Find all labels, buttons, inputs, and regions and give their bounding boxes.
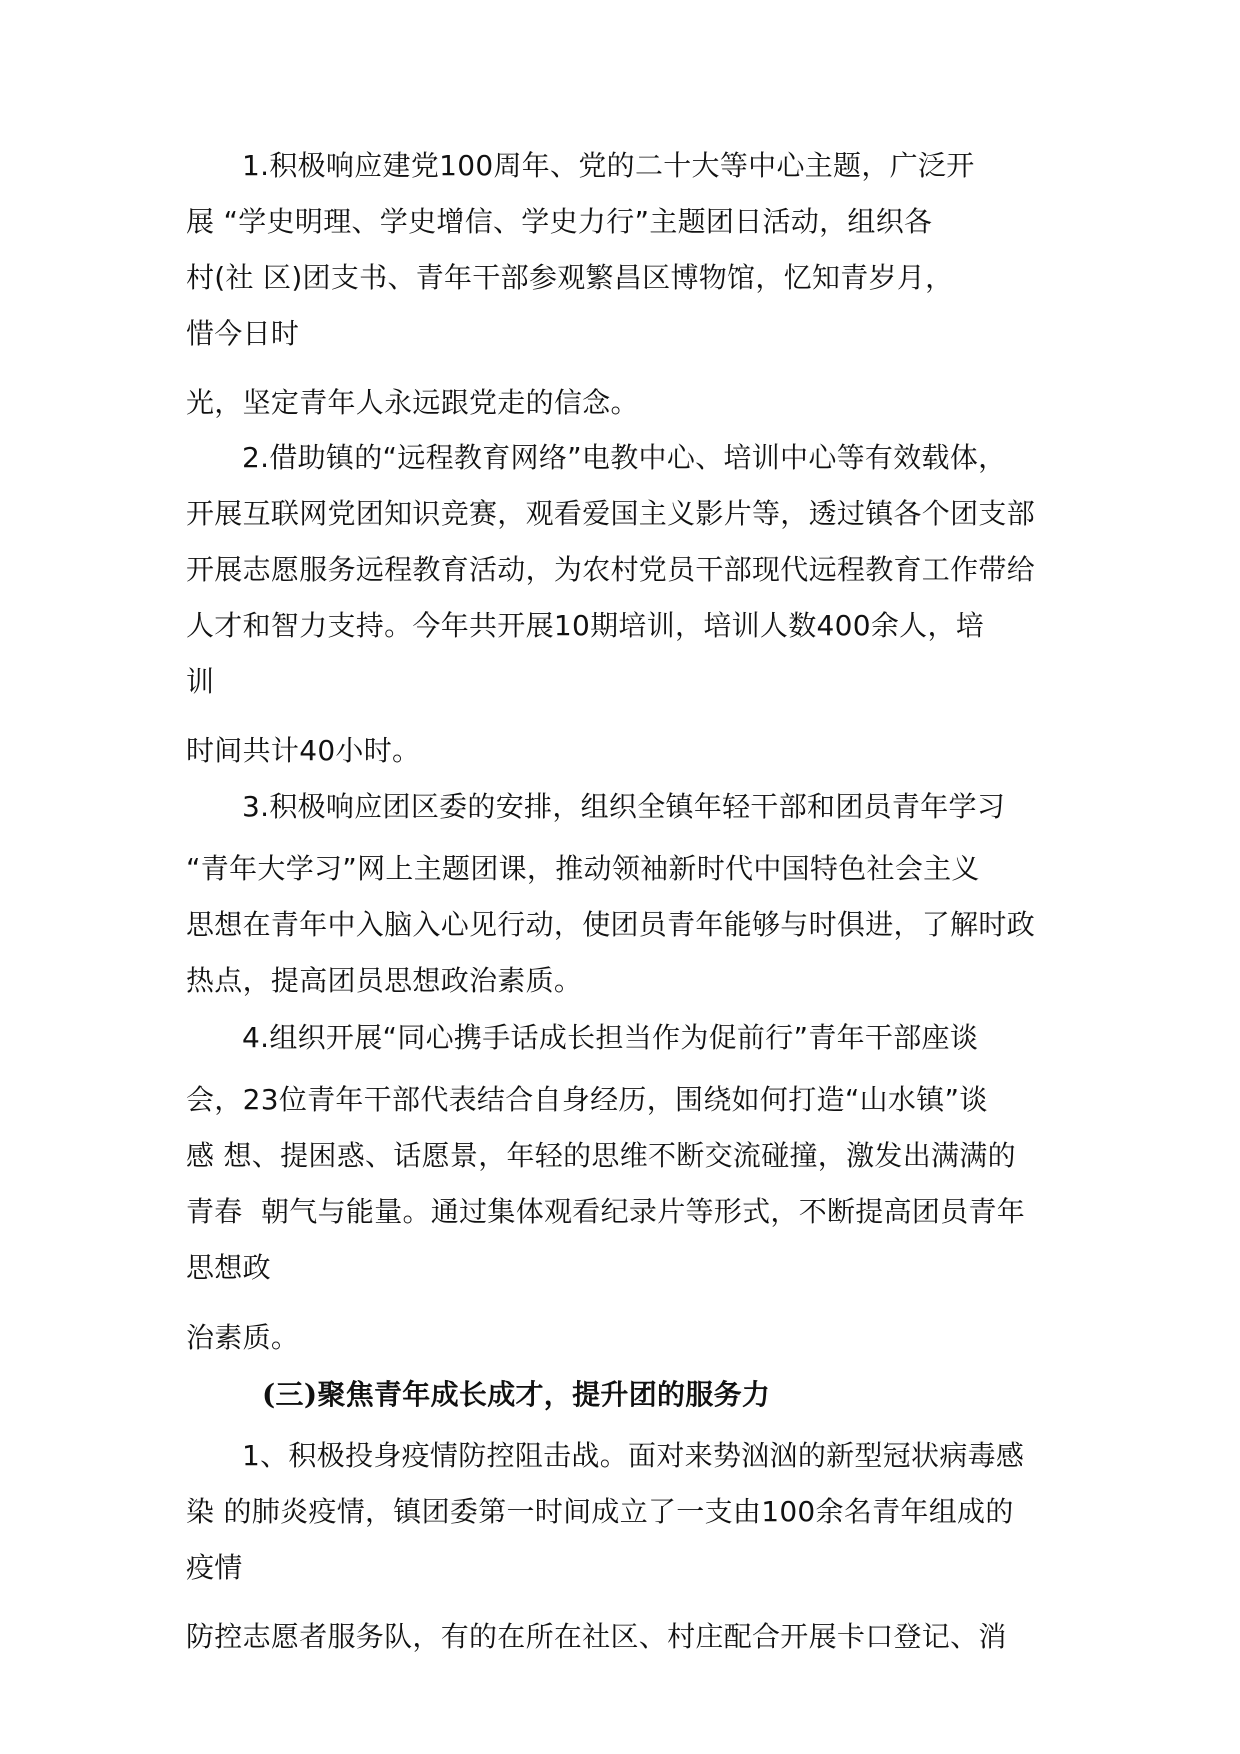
text-line: 村(社 区)团支书、青年干部参观繁昌区博物馆，忆知青岁月， (186, 261, 954, 294)
text-line: 惜今日时 (186, 317, 300, 350)
section-heading: (三)聚焦青年成长成才，提升团的服务力 (262, 1378, 771, 1411)
text-line: 感 想、提困惑、话愿景，年轻的思维不断交流碰撞，激发出满满的 (186, 1139, 1016, 1172)
text-line: 青春 朝气与能量。通过集体观看纪录片等形式，不断提高团员青年 (186, 1195, 1026, 1228)
text-line: “青年大学习”网上主题团课，推动领袖新时代中国特色社会主义 (186, 852, 980, 885)
text-line: 2.借助镇的“远程教育网络”电教中心、培训中心等有效载体， (242, 441, 1007, 474)
text-line: 疫情 (186, 1551, 243, 1584)
text-line: 1.积极响应建党100周年、党的二十大等中心主题，广泛开 (242, 149, 975, 182)
text-line: 光，坚定青年人永远跟党走的信念。 (186, 386, 639, 419)
text-line: 3.积极响应团区委的安排，组织全镇年轻干部和团员青年学习 (242, 790, 1006, 823)
text-line: 时间共计40小时。 (186, 734, 421, 767)
text-line: 思想政 (186, 1251, 271, 1284)
text-line: 4.组织开展“同心携手话成长担当作为促前行”青年干部座谈 (242, 1021, 979, 1054)
text-line: 开展志愿服务远程教育活动，为农村党员干部现代远程教育工作带给 (186, 553, 1036, 586)
text-line: 思想在青年中入脑入心见行动，使团员青年能够与时俱进，了解时政 (186, 908, 1036, 941)
text-line: 展 “学史明理、学史增信、学史力行”主题团日活动，组织各 (186, 205, 933, 238)
text-line: 会，23位青年干部代表结合自身经历，围绕如何打造“山水镇”谈 (186, 1083, 988, 1116)
text-line: 治素质。 (186, 1321, 300, 1354)
text-line: 染 的肺炎疫情，镇团委第一时间成立了一支由100余名青年组成的 (186, 1495, 1014, 1528)
text-line: 训 (186, 665, 215, 698)
text-line: 防控志愿者服务队，有的在所在社区、村庄配合开展卡口登记、消 (186, 1620, 1007, 1653)
text-line: 人才和智力支持。今年共开展10期培训，培训人数400余人，培 (186, 609, 985, 642)
text-line: 1、积极投身疫情防控阻击战。面对来势汹汹的新型冠状病毒感 (242, 1439, 1025, 1472)
text-line: 热点，提高团员思想政治素质。 (186, 964, 583, 997)
text-line: 开展互联网党团知识竞赛，观看爱国主义影片等，透过镇各个团支部 (186, 497, 1036, 530)
